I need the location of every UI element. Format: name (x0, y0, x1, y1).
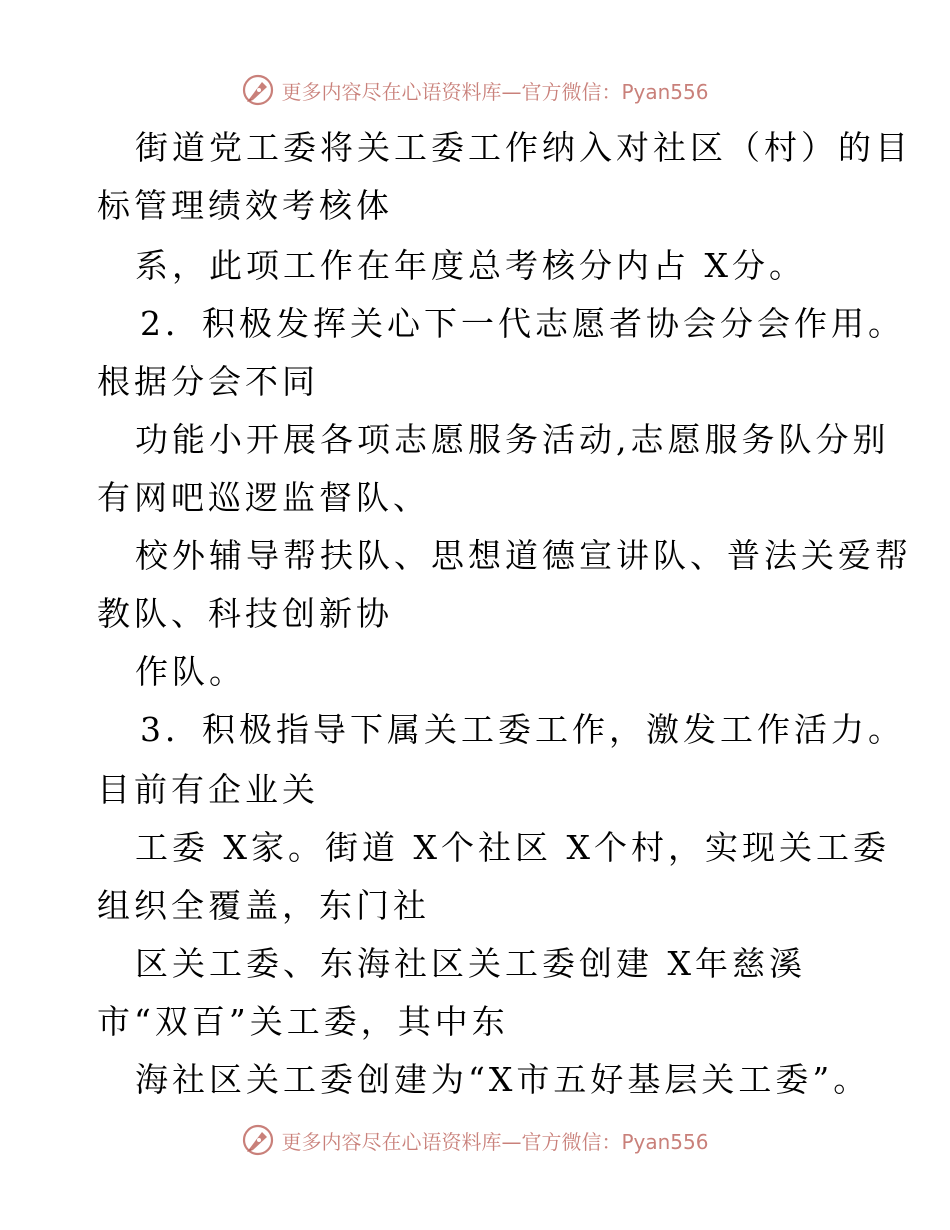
body-line: 作队。 (135, 652, 246, 691)
watermark-text: 更多内容尽在心语资料库—官方微信：Pyan556 (281, 79, 709, 104)
pen-nib-logo-icon (241, 73, 275, 107)
body-line: 2．积极发挥关心下一代志愿者协会分会作用。 (140, 304, 905, 343)
body-line: 目前有企业关 (97, 770, 319, 809)
body-line: 区关工委、东海社区关工委创建 X年慈溪 (135, 944, 806, 983)
pen-nib-logo-icon (241, 1123, 275, 1157)
body-line: 功能小开展各项志愿服务活动,志愿服务队分别 (135, 420, 890, 459)
body-line: 组织全覆盖，东门社 (97, 886, 430, 925)
body-line: 市“双百”关工委，其中东 (97, 1002, 509, 1041)
body-line: 教队、科技创新协 (97, 594, 393, 633)
body-line: 根据分会不同 (97, 362, 319, 401)
body-line: 3．积极指导下属关工委工作，激发工作活力。 (140, 710, 905, 749)
body-line: 街道党工委将关工委工作纳入对社区（村）的目 (135, 128, 912, 167)
body-line: 系，此项工作在年度总考核分内占 X分。 (135, 246, 806, 285)
body-line: 校外辅导帮扶队、思想道德宣讲队、普法关爱帮 (135, 536, 912, 575)
watermark-footer (0, 1120, 950, 1160)
body-line: 工委 X家。街道 X个社区 X个村，实现关工委 (135, 828, 890, 867)
body-line: 有网吧巡逻监督队、 (97, 478, 430, 517)
watermark-header (0, 70, 950, 110)
body-line: 海社区关工委创建为“X市五好基层关工委”。 (135, 1060, 871, 1099)
watermark-text: 更多内容尽在心语资料库—官方微信：Pyan556 (281, 1129, 709, 1154)
body-line: 标管理绩效考核体 (97, 186, 393, 225)
